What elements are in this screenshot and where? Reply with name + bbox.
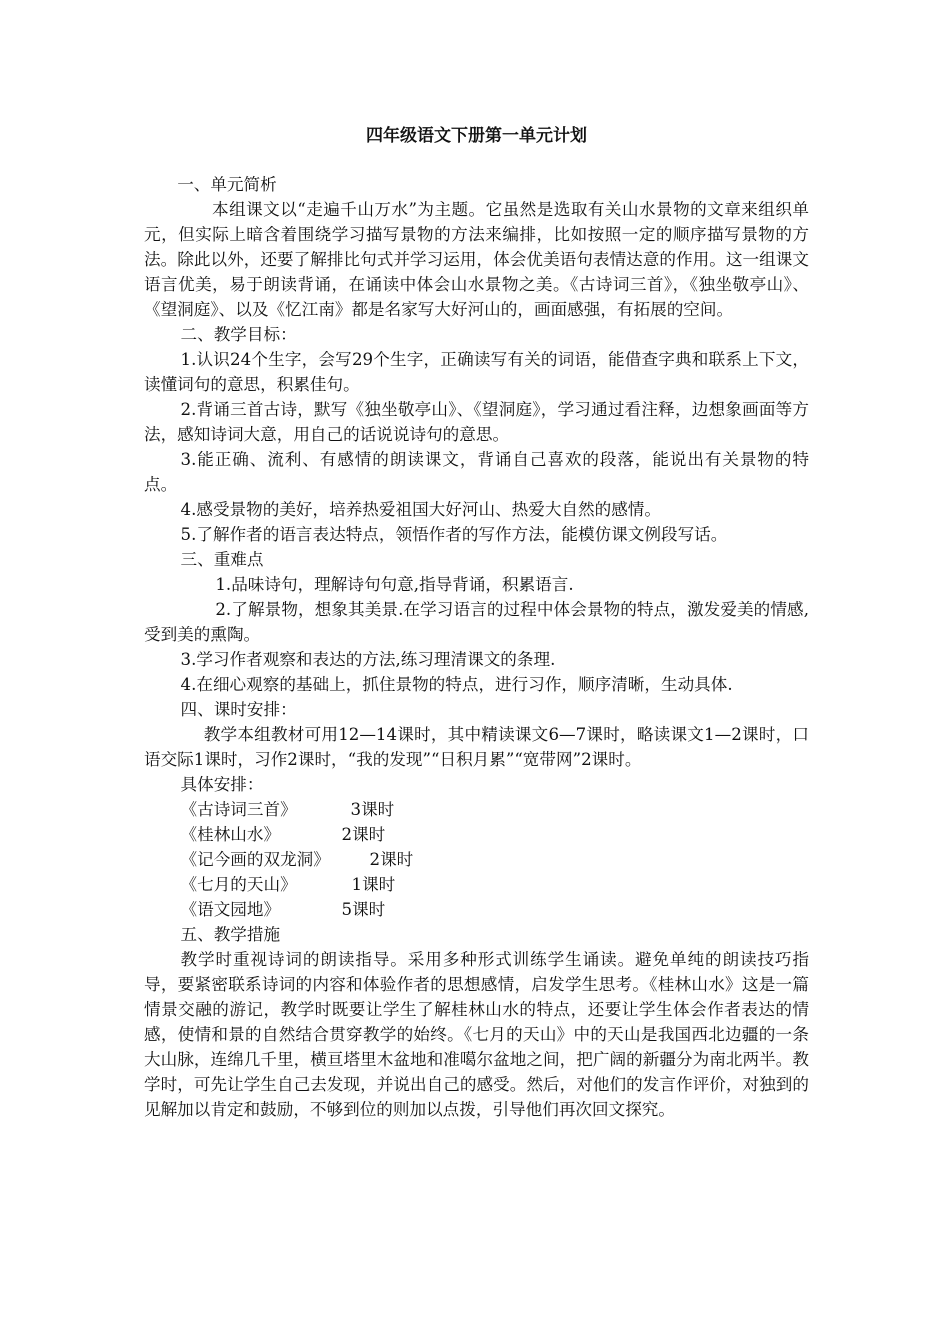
section2-item: 1.认识24个生字，会写29个生字，正确读写有关的词语，能借查字典和联系上下文，读懂词句的意思，积累佳句。: [144, 350, 809, 394]
section2-item: 2.背诵三首古诗，默写《独坐敬亭山》、《望洞庭》，学习通过看注释，边想象画面等方法，感知诗词大意，用自己的话说说诗句的意思。: [144, 400, 809, 444]
schedule-row: [144, 797, 809, 822]
schedule-lesson: 《语文园地》: [180, 900, 281, 919]
schedule-row: [144, 897, 809, 922]
section3-item: 3.学习作者观察和表达的方法,练习理清课文的条理.: [180, 650, 556, 669]
document-page: [144, 122, 809, 1122]
schedule-lesson: 《七月的天山》: [180, 875, 297, 894]
schedule-row: [144, 822, 809, 847]
section2-item: 4.感受景物的美好，培养热爱祖国大好河山、热爱大自然的感情。: [180, 500, 661, 519]
section4-heading: 四、课时安排：: [180, 700, 297, 719]
schedule-lesson: 《古诗词三首》: [180, 800, 297, 819]
section3-item: 2.了解景物，想象其美景.在学习语言的过程中体会景物的特点，激发爱美的情感,受到美的熏陶。: [144, 600, 809, 644]
schedule-row: [144, 872, 809, 897]
schedule-hours: 1课时: [351, 875, 396, 894]
section2-item: 5.了解作者的语言表达特点，领悟作者的写作方法，能模仿课文例段写话。: [180, 525, 728, 544]
section3-item: 1.品味诗句，理解诗句句意,指导背诵，积累语言.: [215, 575, 574, 594]
section5-body: 教学时重视诗词的朗读指导。采用多种形式训练学生诵读。避免单纯的朗读技巧指导，要紧密联系诗词的内容和体验作者的思想感情，启发学生思考。《桂林山水》这是一篇情景交融的游记，教学时既要让学生了解桂林山水的特点，还要让学生体会作者表达的情感，使情和景的自然结合贯穿教学的始终。《七月的天山》中的天山是我国西北边疆的一条大山脉，连绵几千里，横亘塔里木盆地和准噶尔盆地之间，把广阔的新疆分为南北两半。教学时，可先让学生自己去发现，并说出自己的感受。然后，对他们的发言作评价，对独到的见解加以肯定和鼓励，不够到位的则加以点拨，引导他们再次回文探究。: [144, 950, 809, 1119]
schedule-hours: 3课时: [350, 800, 395, 819]
section1-heading: 一、单元简析: [177, 175, 277, 194]
section2-heading: 二、教学目标：: [180, 325, 297, 344]
document-title: 四年级语文下册第一单元计划: [366, 126, 587, 146]
schedule-lesson: 《桂林山水》: [180, 825, 281, 844]
section5-heading: 五、教学措施: [180, 925, 281, 944]
schedule-label: 具体安排：: [180, 775, 264, 794]
section1-body: 本组课文以“走遍千山万水”为主题。它虽然是选取有关山水景物的文章来组织单元，但实际上暗含着围绕学习描写景物的方法来编排，比如按照一定的顺序描写景物的方法。除此以外，还要了解排比句式并学习运用，体会优美语句表情达意的作用。这一组课文语言优美，易于朗读背诵，在诵读中体会山水景物之美。《古诗词三首》，《独坐敬亭山》、《望洞庭》、以及《忆江南》都是名家写大好河山的，画面感强，有拓展的空间。: [144, 200, 809, 319]
section4-body: 教学本组教材可用12—14课时，其中精读课文6—7课时，略读课文1—2课时，口语交际1课时，习作2课时，“我的发现”“日积月累”“宽带网”2课时。: [144, 725, 809, 769]
section3-heading: 三、重难点: [180, 550, 264, 569]
schedule-row: [144, 847, 809, 872]
schedule-lesson: 《记今画的双龙洞》: [180, 850, 330, 869]
schedule-hours: 5课时: [341, 900, 386, 919]
section3-item: 4.在细心观察的基础上，抓住景物的特点，进行习作，顺序清晰，生动具体.: [180, 675, 733, 694]
schedule-hours: 2课时: [341, 825, 386, 844]
section2-item: 3.能正确、流利、有感情的朗读课文，背诵自己喜欢的段落，能说出有关景物的特点。: [144, 450, 809, 494]
schedule-hours: 2课时: [369, 850, 414, 869]
